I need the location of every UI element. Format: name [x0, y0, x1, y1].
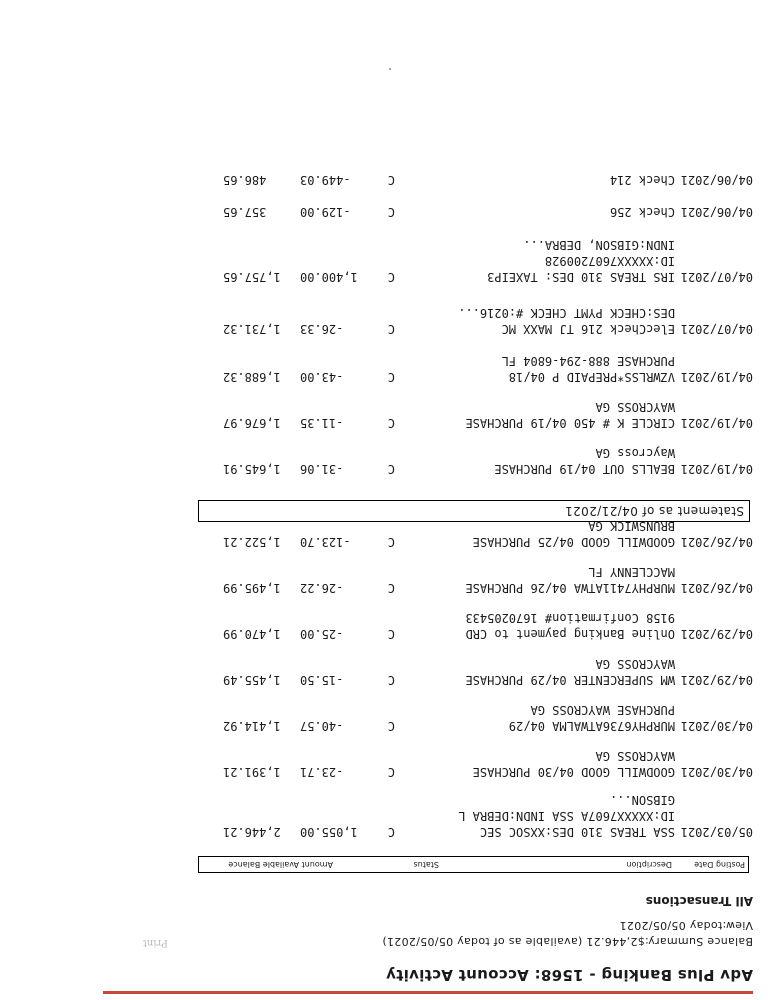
- description: IRS TREAS 310 DES: TAXEIP3 ID:XXXXX7607200928 INDN:GIBSON, DEBRA...: [487, 238, 675, 284]
- description: BEALLS OUT 04/19 PURCHASE Waycross GA: [494, 446, 675, 476]
- available-balance: 357.65: [223, 205, 267, 219]
- section-title: All Transactions: [645, 894, 753, 908]
- print-link[interactable]: Print: [142, 937, 168, 948]
- column-header-description: Description: [626, 860, 672, 869]
- amount: -25.00: [300, 627, 344, 641]
- posting-date: 04/29/2021: [680, 673, 753, 687]
- status: C: [387, 322, 395, 336]
- scan-speck: [389, 68, 391, 70]
- amount: -15.50: [300, 673, 344, 687]
- posting-date: 04/06/2021: [680, 205, 753, 219]
- description: MURPHY6736ATWALMA 04/29 PURCHASE WAYCROSS GA: [508, 703, 675, 733]
- amount: -129.00: [300, 205, 351, 219]
- available-balance: 1,414.92: [223, 719, 281, 733]
- posting-date: 04/30/2021: [680, 719, 753, 733]
- balance-summary: Balance Summary:$2,446.21 (available as of today 05/05/2021): [382, 935, 753, 948]
- posting-date: 04/19/2021: [680, 462, 753, 476]
- description: GOODWILL GOOD 04/30 PURCHASE WAYCROSS GA: [472, 749, 675, 779]
- posting-date: 04/26/2021: [680, 581, 753, 595]
- view-date: View:today 05/05/2021: [619, 919, 753, 932]
- available-balance: 486.65: [223, 173, 267, 187]
- posting-date: 04/07/2021: [680, 270, 753, 284]
- status: C: [387, 581, 395, 595]
- status: C: [387, 673, 395, 687]
- column-header-posting-date: Posting Date: [694, 860, 745, 869]
- posting-date: 04/19/2021: [680, 370, 753, 384]
- status: C: [387, 462, 395, 476]
- available-balance: 2,446.21: [223, 825, 281, 839]
- description: SSA TREAS 310 DES:XXSOC SEC ID:XXXXX7607A SSA INDN:DEBRA L GIBSON...: [458, 793, 675, 839]
- available-balance: 1,522.21: [223, 535, 281, 549]
- description: Online Banking payment to CRD 9158 Confirmation# 1670205433: [465, 611, 675, 641]
- status: C: [387, 627, 395, 641]
- posting-date: 04/26/2021: [680, 535, 753, 549]
- amount: -449.03: [300, 173, 351, 187]
- description: VZWRLSS*PREPAID P 04/18 PURCHASE 888-294-6804 FL: [501, 354, 675, 384]
- status: C: [387, 719, 395, 733]
- amount: 1,400.00: [300, 270, 358, 284]
- column-header-status: Status: [413, 860, 439, 869]
- posting-date: 04/19/2021: [680, 416, 753, 430]
- available-balance: 1,676.97: [223, 416, 281, 430]
- table-header: [198, 856, 749, 873]
- status: C: [387, 370, 395, 384]
- posting-date: 05/03/2021: [680, 825, 753, 839]
- status: C: [387, 825, 395, 839]
- description: CIRCLE K # 450 04/19 PURCHASE WAYCROSS GA: [465, 400, 675, 430]
- amount: -31.06: [300, 462, 344, 476]
- posting-date: 04/30/2021: [680, 765, 753, 779]
- amount: 1,055.00: [300, 825, 358, 839]
- amount: -123.70: [300, 535, 351, 549]
- status: C: [387, 416, 395, 430]
- posting-date: 04/06/2021: [680, 173, 753, 187]
- available-balance: 1,731.32: [223, 322, 281, 336]
- description: Check 214: [609, 173, 675, 187]
- amount: -40.57: [300, 719, 344, 733]
- available-balance: 1,455.49: [223, 673, 281, 687]
- column-header-amount-balance: Amount Available Balance: [228, 860, 333, 869]
- available-balance: 1,470.99: [223, 627, 281, 641]
- description: Check 256: [609, 205, 675, 219]
- available-balance: 1,495.99: [223, 581, 281, 595]
- amount: -26.22: [300, 581, 344, 595]
- description: MURPHY7411ATWA 04/26 PURCHASE MACCLENNY FL: [465, 565, 675, 595]
- description: ElecCheck 216 TJ MAXX MC DES:CHECK PYMT CHECK #:0216...: [458, 306, 675, 336]
- available-balance: 1,757.65: [223, 270, 281, 284]
- available-balance: 1,688.32: [223, 370, 281, 384]
- amount: -26.33: [300, 322, 344, 336]
- description: GOODWILL GOOD 04/25 PURCHASE BRUNSWICK GA: [472, 519, 675, 549]
- header-divider: [103, 991, 753, 994]
- amount: -23.71: [300, 765, 344, 779]
- statement-label: Statement as of 04/21/2021: [564, 504, 744, 518]
- page-title: Adv Plus Banking - 1568: Account Activity: [385, 966, 753, 984]
- status: C: [387, 173, 395, 187]
- status: C: [387, 535, 395, 549]
- description: WM SUPERCENTER 04/29 PURCHASE WAYCROSS GA: [465, 657, 675, 687]
- posting-date: 04/07/2021: [680, 322, 753, 336]
- status: C: [387, 270, 395, 284]
- available-balance: 1,645.91: [223, 462, 281, 476]
- status: C: [387, 765, 395, 779]
- statement-banner: [198, 500, 750, 522]
- posting-date: 04/29/2021: [680, 627, 753, 641]
- status: C: [387, 205, 395, 219]
- amount: -43.00: [300, 370, 344, 384]
- available-balance: 1,391.21: [223, 765, 281, 779]
- amount: -11.35: [300, 416, 344, 430]
